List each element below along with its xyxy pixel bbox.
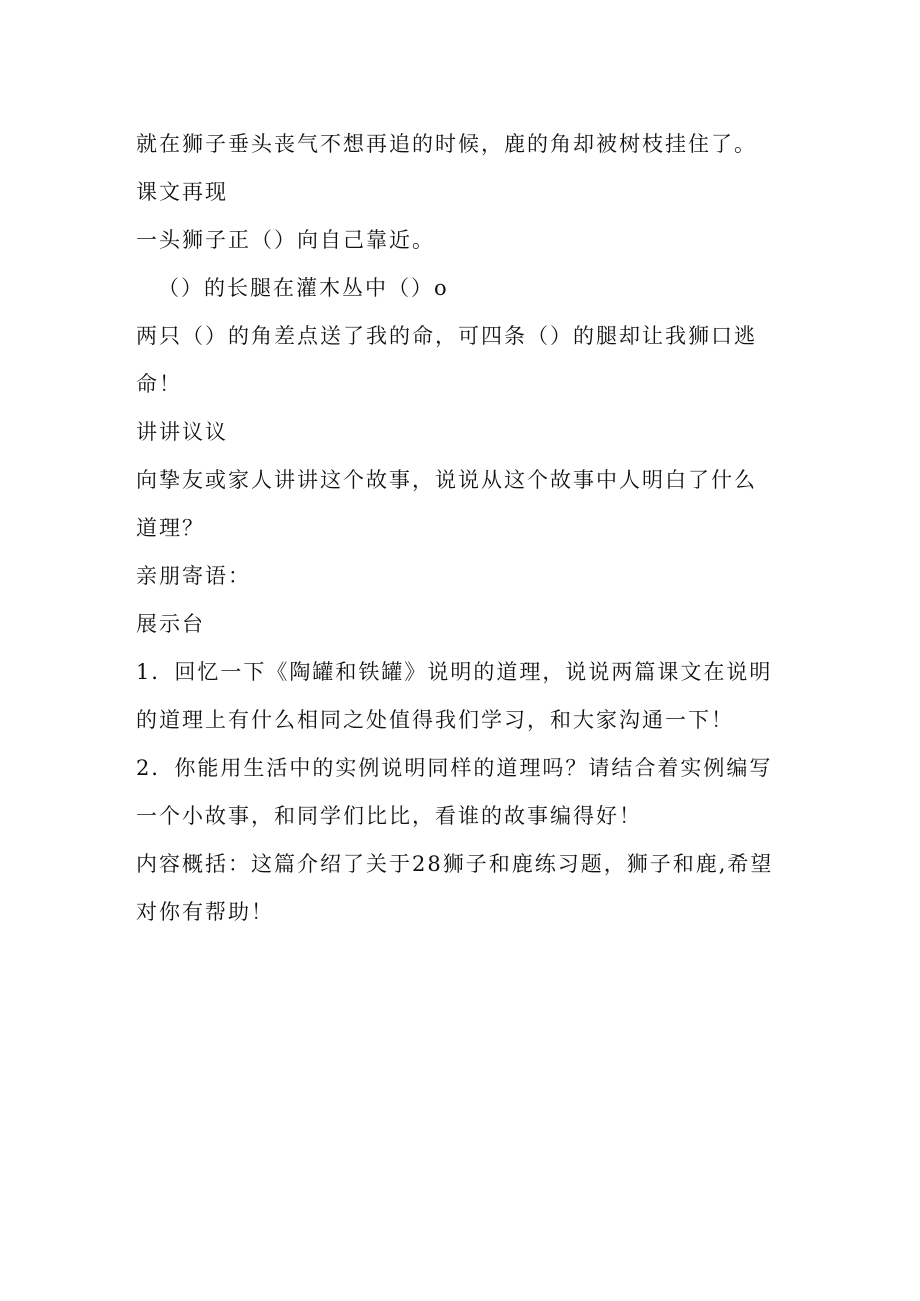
showcase-item-2-continued: 一个小故事，和同学们比比，看谁的故事编得好！ [136,804,642,828]
content-summary: 内容概括：这篇介绍了关于28狮子和鹿练习题，狮子和鹿,希望 [136,852,774,876]
showcase-item-1: 1．回忆一下《陶罐和铁罐》说明的道理，说说两篇课文在说明 [136,660,773,684]
content-summary-continued: 对你有帮助！ [136,900,274,924]
document-body [136,120,786,936]
fill-blank-line-3: 两只（）的角差点送了我的命，可四条（）的腿却让我狮口逃 [136,324,757,348]
fill-blank-line-2: （）的长腿在灌木丛中（）o [158,276,449,300]
section-heading-family-message: 亲朋寄语： [136,564,251,588]
section-heading-showcase: 展示台 [136,612,205,636]
showcase-item-1-continued: 的道理上有什么相同之处值得我们学习，和大家沟通一下！ [136,708,734,732]
showcase-item-2: 2．你能用生活中的实例说明同样的道理吗？请结合着实例编写 [136,756,773,780]
story-sentence: 就在狮子垂头丧气不想再追的时候，鹿的角却被树枝挂住了。 [136,132,757,156]
section-heading-text-review: 课文再现 [136,180,228,204]
fill-blank-line-3-continued: 命！ [136,372,182,396]
section-heading-discussion: 讲讲议议 [136,420,228,444]
fill-blank-line-1: 一头狮子正（）向自己靠近。 [136,228,435,252]
discussion-prompt: 向挚友或家人讲讲这个故事，说说从这个故事中人明白了什么 [136,468,757,492]
discussion-prompt-continued: 道理？ [136,516,205,540]
